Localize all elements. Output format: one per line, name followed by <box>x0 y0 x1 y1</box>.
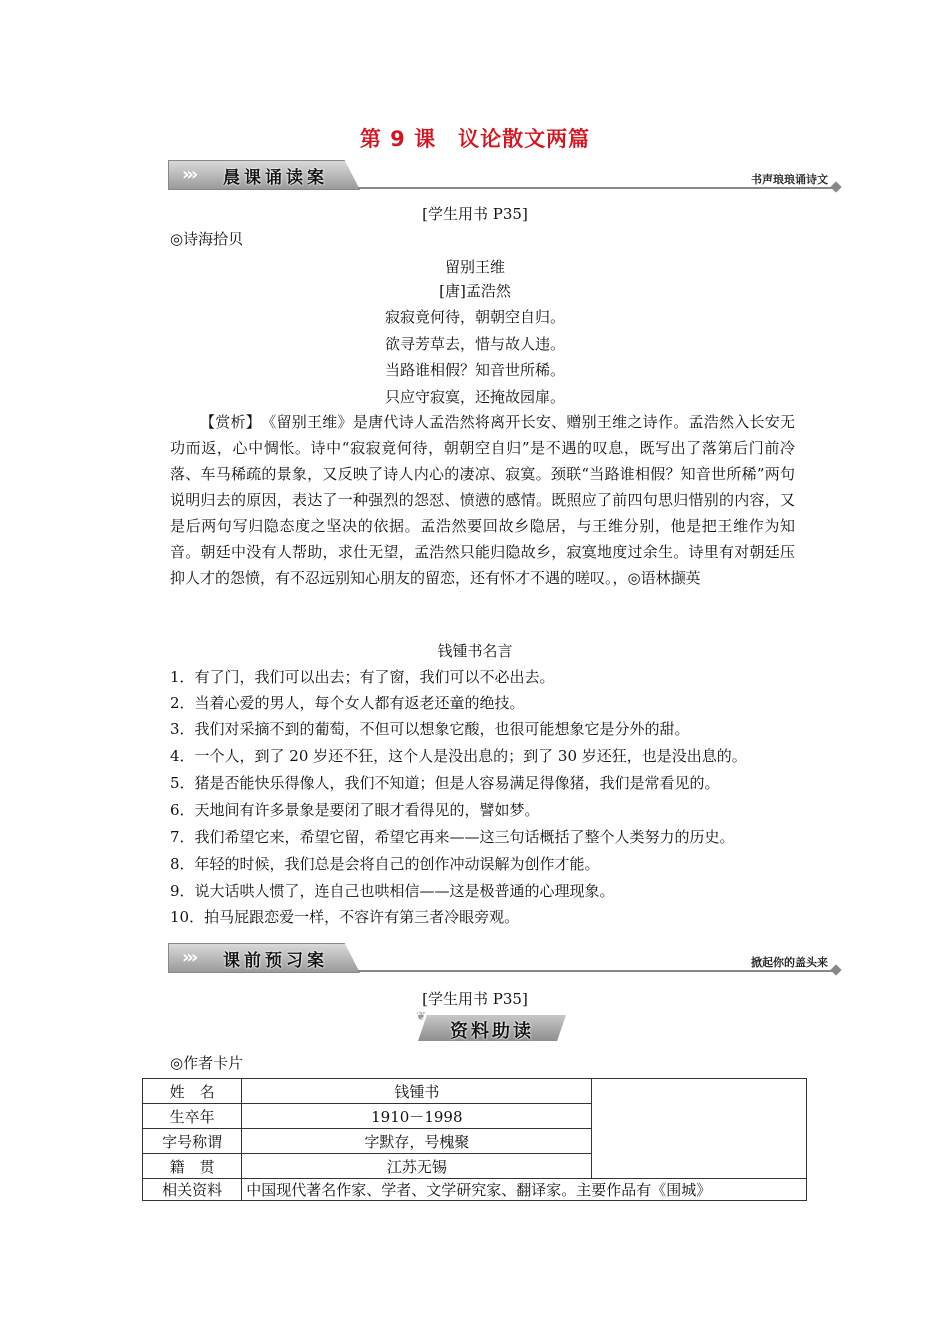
card-value: 钱锺书 <box>242 1079 592 1104</box>
poem-line: 只应守寂寞，还掩故园扉。 <box>384 388 565 406</box>
quotes-title: 钱锺书名言 <box>437 642 513 660</box>
chevron-right-icon: ››› <box>182 164 196 185</box>
card-value: 字默存，号槐聚 <box>242 1129 592 1154</box>
banner-line <box>358 187 834 189</box>
quote-item: 2．当着心爱的男人，每个女人都有返老还童的绝技。 <box>170 694 525 712</box>
quote-item: 7．我们希望它来，希望它留，希望它再来——这三句话概括了整个人类努力的历史。 <box>170 828 735 846</box>
section-heading: ◎作者卡片 <box>170 1054 244 1072</box>
decoration-icon: ❦ <box>416 1009 427 1023</box>
poem-line: 寂寂竟何待，朝朝空自归。 <box>384 308 565 326</box>
card-value: 江苏无锡 <box>242 1154 592 1179</box>
card-key: 姓 名 <box>143 1079 242 1104</box>
quote-item: 1．有了门，我们可以出去；有了窗，我们可以不必出去。 <box>170 668 555 686</box>
chevron-right-icon: ››› <box>182 947 196 968</box>
diamond-icon <box>830 181 841 192</box>
section-heading: ◎诗海拾贝 <box>170 230 244 248</box>
card-key: 生卒年 <box>143 1104 242 1129</box>
card-key: 相关资料 <box>143 1179 242 1201</box>
card-key: 籍 贯 <box>143 1154 242 1179</box>
banner-slogan: 掀起你的盖头来 <box>751 956 828 969</box>
banner-label: 课前预习案 <box>223 951 328 971</box>
author-card-table <box>142 1078 807 1201</box>
subbanner-reading-aid <box>416 1009 566 1042</box>
quote-item: 8．年轻的时候，我们总是会将自己的创作冲动误解为创作才能。 <box>170 855 600 873</box>
poem-line: 欲寻芳草去，惜与故人违。 <box>384 335 565 353</box>
poem-line: 当路谁相假？知音世所稀。 <box>384 361 565 379</box>
subbanner-label: 资料助读 <box>450 1021 534 1042</box>
book-ref: [学生用书 P35] <box>422 205 528 223</box>
table-row <box>143 1079 807 1104</box>
page-title <box>0 123 950 153</box>
appreciation-paragraph: 【赏析】 《留别王维》是唐代诗人孟浩然将离开长安、赠别王维之诗作。孟浩然入长安无功而返，心中惆怅。诗中“寂寂竟何待，朝朝空自归”是不遇的叹息，既写出了落第后门前冷落、车马稀疏的景象，又反映了诗人内心的凄凉、寂寞。颈联“当路谁相假？知音世所稀”两句说明归去的原因，表达了一种强烈的怨怼、愤懑的感情。既照应了前四句思归惜别的内容，又是后两句写归隐态度之坚决的依据。孟浩然要回故乡隐居，与王维分别，他是把王维作为知音。朝廷中没有人帮助，求仕无望，孟浩然只能归隐故乡，寂寞地度过余生。诗里有对朝廷压抑人才的怨愤，有不忍远别知心朋友的留恋，还有怀才不遇的嗟叹。，◎语林撷英 <box>170 413 795 587</box>
diamond-icon <box>830 964 841 975</box>
quote-item: 4．一个人，到了 20 岁还不狂，这个人是没出息的；到了 30 岁还狂，也是没出息的。 <box>170 747 747 765</box>
poem-title: 留别王维 <box>444 258 505 276</box>
table-row <box>143 1179 807 1201</box>
card-value: 中国现代著名作家、学者、文学研究家、翻译家。主要作品有《围城》 <box>242 1179 807 1201</box>
lesson-name: 议论散文两篇 <box>458 127 591 151</box>
portrait-cell <box>592 1079 807 1179</box>
quote-item: 6．天地间有许多景象是要闭了眼才看得见的，譬如梦。 <box>170 801 540 819</box>
quote-item: 3．我们对采摘不到的葡萄，不但可以想象它酸，也很可能想象它是分外的甜。 <box>170 720 690 738</box>
banner-slogan: 书声琅琅诵诗文 <box>751 173 828 186</box>
quote-item: 9．说大话哄人惯了，连自己也哄相信——这是极普通的心理现象。 <box>170 882 615 900</box>
banner-line <box>358 970 834 972</box>
card-value: 1910－1998 <box>242 1104 592 1129</box>
lesson-number: 第 9 课 <box>359 127 437 151</box>
book-ref: [学生用书 P35] <box>422 990 528 1008</box>
banner-label: 晨课诵读案 <box>223 168 328 188</box>
poem-author: [唐]孟浩然 <box>439 282 511 300</box>
banner-morning <box>168 160 838 190</box>
quote-item: 10．拍马屁跟恋爱一样，不容许有第三者冷眼旁观。 <box>170 908 520 926</box>
quote-item: 5．猪是否能快乐得像人，我们不知道；但是人容易满足得像猪，我们是常看见的。 <box>170 774 720 792</box>
card-key: 字号称谓 <box>143 1129 242 1154</box>
banner-preview <box>168 943 838 973</box>
